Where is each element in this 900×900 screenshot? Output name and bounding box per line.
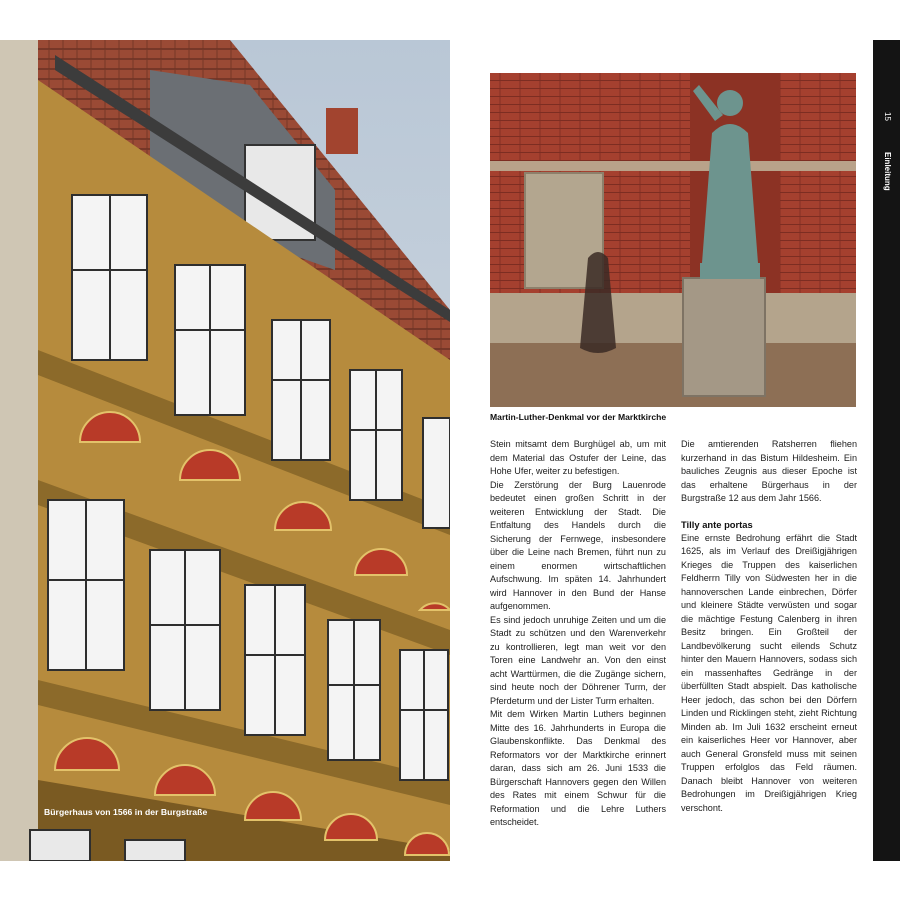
text-column-2 xyxy=(681,438,857,815)
photo-caption-luther: Martin-Luther-Denkmal vor der Marktkirche xyxy=(490,412,667,422)
chapter-label: Einleitung xyxy=(883,152,892,191)
paragraph: Stein mitsamt dem Burghügel ab, um mit dem Material das Ostufer der Leine, das Hohe Ufer, weiter zu befestigen. xyxy=(490,439,666,476)
chapter-side-tab xyxy=(873,40,900,861)
photo-luther-denkmal xyxy=(490,73,856,407)
paragraph: Die Zerstörung der Burg Lauenrode bedeutet einen großen Schritt in der weiteren Entwicklung der Stadt. Die Entfaltung des Handels durch die Sicherung der Fernwege, insbesondere über die Leine nach Bremen, führt nun zu einem enormen wirtschaftlichen Aufschwung. Im späten 14. Jahrhundert wird Hannover in den Bund der Hanse aufgenommen. xyxy=(490,479,666,611)
paragraph: Eine ernste Bedrohung erfährt die Stadt 1625, als im Verlauf des Dreißigjährigen Krieges die Truppen des kaiserlichen Feldherrn Tilly von Südwesten her in die hannoverschen Lande einbrechen, Dörfer und kleinere Städte verwüsten und sogar die mächtige Festung Calenberg in ihren Besitz bringen. Ein Großteil der Landbevölkerung sucht eilends Schutz hinter den Mauern Hannovers, sodass sich ein massenhaftes Gedränge in der überfüllten Stadt abspielt. Das katholische Heer jedoch, das schon bei den Dörfern Linden und Ricklingen steht, zieht Richtung Minden ab. Im Juli 1632 erscheint erneut ein kaiserliches Heer vor Hannover, aber auch General Gronsfeld muss mit seinen Truppen erfolglos das Feld räumen. Danach bleibt Hannover von weiteren Bedrohungen im Dreißigjährigen Krieg verschont. xyxy=(681,532,857,813)
photo-buergerhaus xyxy=(0,40,450,861)
buergerhaus-illustration xyxy=(0,40,450,861)
section-heading: Tilly ante portas xyxy=(681,518,753,530)
text-column-1 xyxy=(490,438,666,830)
paragraph: Die amtierenden Ratsherren fliehen kurzerhand in das Bistum Hildesheim. Ein bauliches Zeugnis aus dieser Epoche ist das erhaltene Bürgerhaus in der Burgstraße 12 aus dem Jahr 1566. xyxy=(681,439,857,503)
luther-denkmal-illustration xyxy=(490,73,856,407)
paragraph: Es sind jedoch unruhige Zeiten und um die Stadt zu schützen und den Warenverkehr zu kontrollieren, legt man weit vor den Toren eine Landwehr an. Von den einst acht Warttürmen, die die Zugänge sichern, sind heute noch der Döhrener Turm, der Pferdeturm und der Lister Turm erhalten. xyxy=(490,614,666,706)
paragraph: Mit dem Wirken Martin Luthers beginnen Mitte des 16. Jahrhunderts in Europa die Glaubenskonflikte. Das Denkmal des Reformators vor der Marktkirche erinnert daran, dass sich am 26. Juni 1533 die Bürgerschaft Hannovers gegen den Willen des Rates mit einem Schwur für die Reformation und die Lehre Luthers entscheidet. xyxy=(490,709,666,827)
photo-caption-buergerhaus: Bürgerhaus von 1566 in der Burgstraße xyxy=(44,807,208,817)
page-number: 15 xyxy=(883,112,892,121)
